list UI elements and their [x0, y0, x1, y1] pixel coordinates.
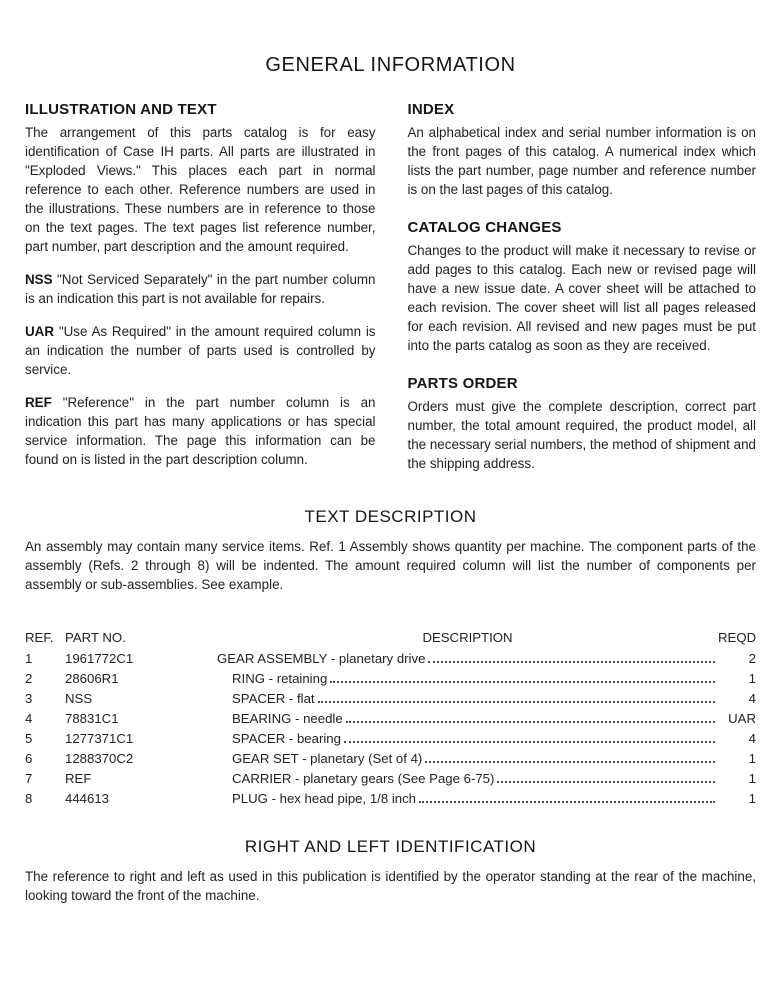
cell-description	[217, 709, 718, 729]
cell-reqd: 1	[748, 751, 756, 766]
right-left-identification-section	[25, 837, 756, 905]
cell-description	[217, 769, 718, 789]
table-row	[25, 729, 756, 749]
dot-leader	[330, 681, 715, 683]
heading-parts-order: PARTS ORDER	[407, 375, 518, 392]
header-part-no: PART NO.	[65, 630, 126, 645]
term-nss: NSS	[25, 272, 53, 287]
cell-reqd: 1	[748, 771, 756, 786]
section-parts-order	[408, 375, 757, 473]
dot-leader	[346, 721, 715, 723]
term-paragraph-nss	[25, 270, 376, 308]
cell-ref: 8	[25, 791, 33, 806]
cell-part-no: 78831C1	[65, 711, 119, 726]
cell-description	[217, 729, 718, 749]
table-row	[25, 669, 756, 689]
cell-ref: 6	[25, 751, 33, 766]
cell-part-no: 28606R1	[65, 671, 119, 686]
cell-reqd: 1	[748, 791, 756, 806]
page-title: GENERAL INFORMATION	[265, 54, 516, 76]
heading-illustration-and-text: ILLUSTRATION AND TEXT	[25, 101, 217, 118]
dot-leader	[419, 801, 715, 803]
description-text: GEAR SET - planetary (Set of 4)	[232, 751, 423, 766]
description-text: SPACER - bearing	[232, 731, 341, 746]
cell-description	[217, 749, 718, 769]
description-text: SPACER - flat	[232, 691, 315, 706]
table-row	[25, 689, 756, 709]
cell-part-no: 444613	[65, 791, 110, 806]
dot-leader	[425, 761, 715, 763]
term-ref: REF	[25, 395, 52, 410]
term-uar-text: "Use As Required" in the amount required column is an indication the number of parts used is controlled by service.	[25, 324, 376, 377]
cell-reqd: 4	[748, 731, 756, 746]
term-paragraph-uar	[25, 322, 376, 379]
header-ref: REF.	[25, 630, 54, 645]
table-row	[25, 649, 756, 669]
parts-table-header-row	[25, 628, 756, 649]
heading-text-description: TEXT DESCRIPTION	[304, 507, 477, 526]
description-text: RING - retaining	[232, 671, 328, 686]
term-ref-text: "Reference" in the part number column is an indication this part has many applications or has special service information. The page this information can be found on is listed in the part description column.	[25, 395, 376, 467]
illustration-intro-paragraph: The arrangement of this parts catalog is for easy identification of Case IH parts. All parts are illustrated in "Exploded Views." This places each part in normal reference to each other. Reference numbers are used in the illustrations. These numbers are in reference to those on the text pages. The text pages list reference number, part number, part description and the amount required.	[25, 125, 376, 254]
cell-reqd: 1	[748, 671, 756, 686]
table-row	[25, 789, 756, 809]
table-row	[25, 749, 756, 769]
cell-ref: 3	[25, 691, 33, 706]
cell-part-no: 1277371C1	[65, 731, 134, 746]
dot-leader	[497, 781, 715, 783]
cell-description	[217, 689, 718, 709]
cell-ref: 2	[25, 671, 33, 686]
cell-ref: 1	[25, 651, 33, 666]
right-column	[408, 101, 757, 493]
right-left-paragraph: The reference to right and left as used in this publication is identified by the operator standing at the rear of the machine, looking toward the front of the machine.	[25, 869, 756, 903]
description-text: CARRIER - planetary gears (See Page 6-75)	[232, 771, 495, 786]
section-catalog-changes	[408, 219, 757, 355]
cell-description	[217, 649, 718, 669]
cell-description	[217, 789, 718, 809]
left-column	[25, 101, 376, 493]
index-paragraph: An alphabetical index and serial number information is on the front pages of this catalog. A numerical index which lists the part number, page number and reference number is on the last pages of this catalog.	[407, 125, 756, 197]
term-paragraph-ref	[25, 393, 376, 469]
cell-reqd: 4	[748, 691, 756, 706]
table-row	[25, 769, 756, 789]
cell-description	[217, 669, 718, 689]
catalog-changes-paragraph: Changes to the product will make it necessary to revise or add pages to this catalog. Each new or revised page will have a new issue date. A cover sheet will be attached to each revision. The cover sheet will list all pages released for each revision. All revised and new pages must be put into the parts catalog as soon as they are received.	[407, 243, 756, 353]
header-description: DESCRIPTION	[422, 630, 513, 645]
cell-ref: 7	[25, 771, 33, 786]
cell-part-no: REF	[65, 771, 92, 786]
cell-part-no: 1961772C1	[65, 651, 134, 666]
cell-part-no: NSS	[65, 691, 93, 706]
cell-reqd: UAR	[728, 711, 756, 726]
header-reqd: REQD	[718, 630, 757, 645]
parts-order-paragraph: Orders must give the complete description, correct part number, the total amount required, the product model, all the necessary serial numbers, the method of shipment and the shipping address.	[407, 399, 756, 471]
heading-catalog-changes: CATALOG CHANGES	[407, 219, 562, 236]
dot-leader	[428, 661, 715, 663]
description-text: GEAR ASSEMBLY - planetary drive	[217, 651, 426, 666]
term-uar: UAR	[25, 324, 55, 339]
description-text: PLUG - hex head pipe, 1/8 inch	[232, 791, 417, 806]
text-description-paragraph: An assembly may contain many service items. Ref. 1 Assembly shows quantity per machine. The component parts of the assembly (Refs. 2 through 8) will be indented. The amount required column will list the number of components per assembly or sub-assemblies. See example.	[25, 539, 756, 592]
heading-index: INDEX	[407, 101, 455, 118]
table-row	[25, 709, 756, 729]
heading-right-left-identification: RIGHT AND LEFT IDENTIFICATION	[244, 837, 537, 856]
two-column-area	[25, 101, 756, 493]
cell-reqd: 2	[748, 651, 756, 666]
text-description-section	[25, 507, 756, 594]
cell-part-no: 1288370C2	[65, 751, 134, 766]
parts-table	[25, 628, 756, 809]
dot-leader	[344, 741, 715, 743]
cell-ref: 5	[25, 731, 33, 746]
section-index	[408, 101, 757, 199]
term-nss-text: "Not Serviced Separately" in the part number column is an indication this part is not available for repairs.	[25, 272, 376, 306]
dot-leader	[318, 701, 715, 703]
description-text: BEARING - needle	[232, 711, 343, 726]
cell-ref: 4	[25, 711, 33, 726]
